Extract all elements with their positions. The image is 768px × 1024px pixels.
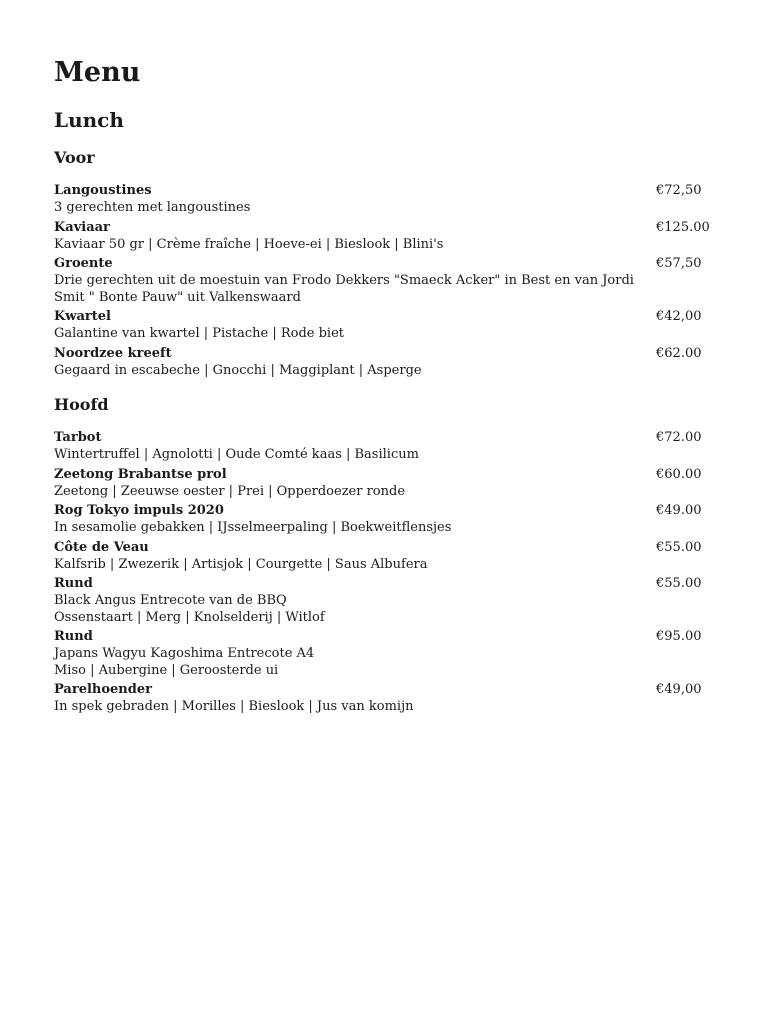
item-description-line: Kalfsrib | Zwezerik | Artisjok | Courgette | Saus Albufera <box>54 556 428 572</box>
section-heading: Hoofd <box>54 395 109 414</box>
item-description <box>54 646 634 679</box>
item-price: €95.00 <box>656 629 702 644</box>
item-description-line: Kaviaar 50 gr | Crème fraîche | Hoeve-ei | Bieslook | Blini's <box>54 236 444 252</box>
item-description <box>54 557 634 574</box>
menu-item <box>54 681 714 716</box>
item-description <box>54 520 634 537</box>
item-description <box>54 363 634 380</box>
menu-item <box>54 466 714 501</box>
item-description-line: In sesamolie gebakken | IJsselmeerpaling | Boekweitflensjes <box>54 520 452 535</box>
page-title: Menu <box>54 57 141 88</box>
menu-item <box>54 539 714 574</box>
item-name: Kwartel <box>54 309 111 324</box>
item-price: €72.00 <box>656 430 702 445</box>
item-description-line: In spek gebraden | Morilles | Bieslook | Jus van komijn <box>54 699 414 714</box>
item-price: €49.00 <box>656 503 702 518</box>
item-price: €62.00 <box>656 345 702 361</box>
item-name: Rog Tokyo impuls 2020 <box>54 503 224 518</box>
item-name: Zeetong Brabantse prol <box>54 466 227 482</box>
item-name: Côte de Veau <box>54 539 149 555</box>
menu-item <box>54 345 714 380</box>
item-description-line: Wintertruffel | Agnolotti | Oude Comté kaas | Basilicum <box>54 447 419 462</box>
section-voor <box>54 148 714 379</box>
item-price: €49,00 <box>656 682 702 697</box>
item-description <box>54 200 634 217</box>
item-name: Langoustines <box>54 183 152 198</box>
menu-item <box>54 429 714 464</box>
menu-item <box>54 255 714 306</box>
item-description <box>54 593 634 626</box>
item-price: €60.00 <box>656 466 702 482</box>
item-description <box>54 326 634 343</box>
item-name: Kaviaar <box>54 219 110 235</box>
item-description-line: Galantine van kwartel | Pistache | Rode biet <box>54 326 344 341</box>
menu-item <box>54 628 714 679</box>
item-name: Parelhoender <box>54 682 152 697</box>
item-description <box>54 484 634 501</box>
item-price: €55.00 <box>656 576 702 591</box>
menu-item <box>54 182 714 217</box>
item-description-line: Japans Wagyu Kagoshima Entrecote A4 <box>54 646 315 661</box>
item-description-line: Black Angus Entrecote van de BBQ <box>54 593 287 608</box>
item-price: €55.00 <box>656 539 702 555</box>
item-description <box>54 447 634 464</box>
section-heading: Voor <box>54 148 95 167</box>
item-description <box>54 699 634 716</box>
menu-item <box>54 502 714 537</box>
item-description-line: Drie gerechten uit de moestuin van Frodo Dekkers "Smaeck Acker" in Best en van Jordi Smit " Bonte Pauw" uit Valkenswaard <box>54 273 634 305</box>
item-description-line: 3 gerechten met langoustines <box>54 200 251 215</box>
item-price: €57,50 <box>656 256 702 271</box>
menu-subtitle: Lunch <box>54 108 124 132</box>
item-name: Rund <box>54 576 93 591</box>
item-name: Noordzee kreeft <box>54 345 172 361</box>
item-name: Groente <box>54 256 113 271</box>
item-description-line: Miso | Aubergine | Geroosterde ui <box>54 662 279 678</box>
item-description-line: Gegaard in escabeche | Gnocchi | Maggiplant | Asperge <box>54 362 422 378</box>
menu-item <box>54 308 714 343</box>
item-price: €42,00 <box>656 309 702 324</box>
item-description-line: Ossenstaart | Merg | Knolselderij | Witlof <box>54 609 325 625</box>
item-description-line: Zeetong | Zeeuwse oester | Prei | Opperdoezer ronde <box>54 483 406 499</box>
item-price: €125.00 <box>656 219 710 235</box>
item-name: Rund <box>54 629 93 644</box>
item-name: Tarbot <box>54 430 102 445</box>
item-description <box>54 237 634 254</box>
item-description <box>54 273 634 306</box>
menu-item <box>54 219 714 254</box>
menu-item <box>54 575 714 626</box>
section-hoofd <box>54 395 714 716</box>
item-price: €72,50 <box>656 183 702 198</box>
